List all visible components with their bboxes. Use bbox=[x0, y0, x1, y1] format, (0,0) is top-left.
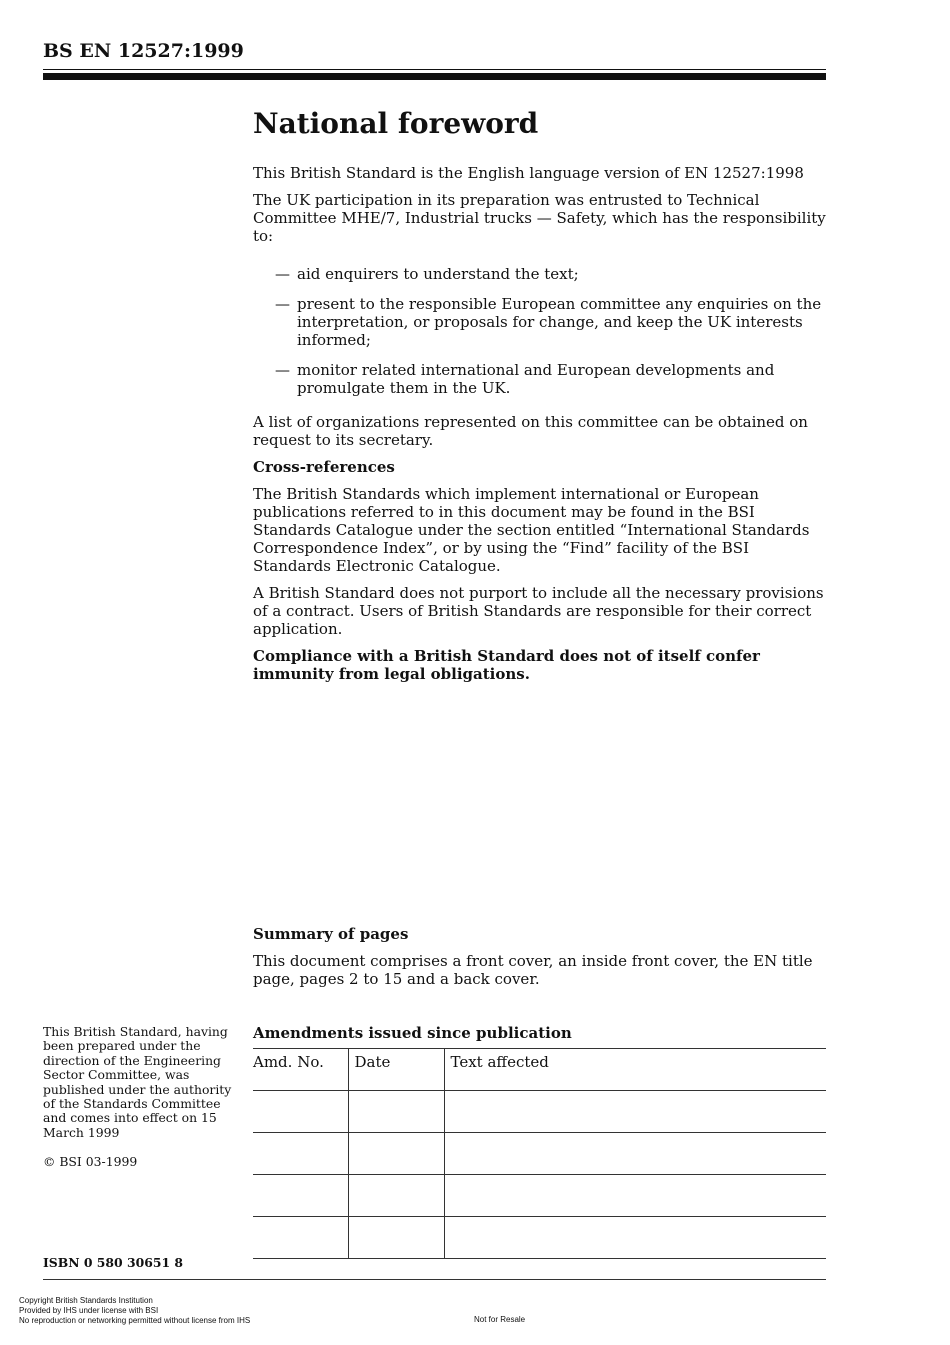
foreword-section bbox=[253, 106, 828, 692]
publication-note: This British Standard, having been prepared under the direction of the Engineering Sector Committee, was published under the authority of the Standards Committee and comes into effect on 15 March 1999 bbox=[43, 1024, 232, 1140]
list-item-text: aid enquirers to understand the text; bbox=[297, 265, 579, 283]
footer-provider-line: Provided by IHS under license with BSI bbox=[19, 1306, 159, 1315]
list-item bbox=[253, 295, 828, 349]
committee-paragraph: The UK participation in its preparation was entrusted to Technical Committee MHE/7, Industrial trucks — Safety, which has the responsibility to: bbox=[253, 191, 826, 245]
provisions-paragraph: A British Standard does not purport to include all the necessary provisions of a contract. Users of British Standards are responsible for their correct application. bbox=[253, 584, 824, 638]
column-header-amd-no: Amd. No. bbox=[253, 1049, 348, 1091]
footer-restriction-line: No reproduction or networking permitted without license from IHS bbox=[19, 1316, 251, 1325]
table-cell bbox=[253, 1175, 348, 1217]
table-header-row bbox=[253, 1049, 826, 1091]
table-cell bbox=[444, 1217, 826, 1259]
table-cell bbox=[348, 1217, 444, 1259]
table-cell bbox=[444, 1175, 826, 1217]
table-row bbox=[253, 1133, 826, 1175]
column-header-text-affected: Text affected bbox=[444, 1049, 826, 1091]
amendments-table bbox=[253, 1048, 826, 1259]
list-item bbox=[253, 361, 828, 397]
table-cell bbox=[253, 1217, 348, 1259]
responsibility-list bbox=[253, 265, 828, 397]
summary-text: This document comprises a front cover, an inside front cover, the EN title page, pages 2 to 15 and a back cover. bbox=[253, 952, 813, 988]
dash-marker: — bbox=[275, 265, 290, 283]
standard-id: BS EN 12527:1999 bbox=[43, 40, 244, 62]
copyright-notice: © BSI 03-1999 bbox=[43, 1154, 138, 1169]
summary-heading: Summary of pages bbox=[253, 925, 409, 943]
header-rule-thick bbox=[43, 73, 826, 80]
list-item bbox=[253, 265, 828, 283]
isbn: ISBN 0 580 30651 8 bbox=[43, 1255, 184, 1270]
summary-section bbox=[253, 925, 828, 997]
table-cell bbox=[348, 1091, 444, 1133]
table-row bbox=[253, 1091, 826, 1133]
table-cell bbox=[348, 1133, 444, 1175]
amendments-title: Amendments issued since publication bbox=[253, 1024, 572, 1042]
table-cell bbox=[348, 1175, 444, 1217]
cross-references-heading: Cross-references bbox=[253, 458, 395, 476]
footer-copyright-line: Copyright British Standards Institution bbox=[19, 1296, 153, 1305]
table-cell bbox=[253, 1091, 348, 1133]
table-cell bbox=[253, 1133, 348, 1175]
table-row bbox=[253, 1175, 826, 1217]
foreword-intro: This British Standard is the English language version of EN 12527:1998 bbox=[253, 164, 804, 182]
table-row bbox=[253, 1217, 826, 1259]
compliance-statement: Compliance with a British Standard does not of itself confer immunity from legal obligations. bbox=[253, 647, 760, 683]
footer-rule bbox=[43, 1279, 826, 1280]
header-rule-thin bbox=[43, 69, 826, 70]
list-item-text: monitor related international and European developments and promulgate them in the UK. bbox=[297, 361, 775, 397]
list-item-text: present to the responsible European committee any enquiries on the interpretation, or proposals for change, and keep the UK interests informed; bbox=[297, 295, 822, 349]
not-for-resale-label: Not for Resale bbox=[474, 1315, 526, 1324]
column-header-date: Date bbox=[348, 1049, 444, 1091]
dash-marker: — bbox=[275, 361, 290, 379]
page-title: National foreword bbox=[253, 107, 539, 140]
organizations-paragraph: A list of organizations represented on this committee can be obtained on request to its secretary. bbox=[253, 413, 808, 449]
table-cell bbox=[444, 1091, 826, 1133]
license-footer bbox=[19, 1296, 250, 1326]
dash-marker: — bbox=[275, 295, 290, 313]
table-cell bbox=[444, 1133, 826, 1175]
cross-references-paragraph: The British Standards which implement international or European publications referred to in this document may be found in the BSI Standards Catalogue under the section entitled “International Standards Correspondence Index”, or by using the “Find” facility of the BSI Standards Electronic Catalogue. bbox=[253, 485, 810, 575]
